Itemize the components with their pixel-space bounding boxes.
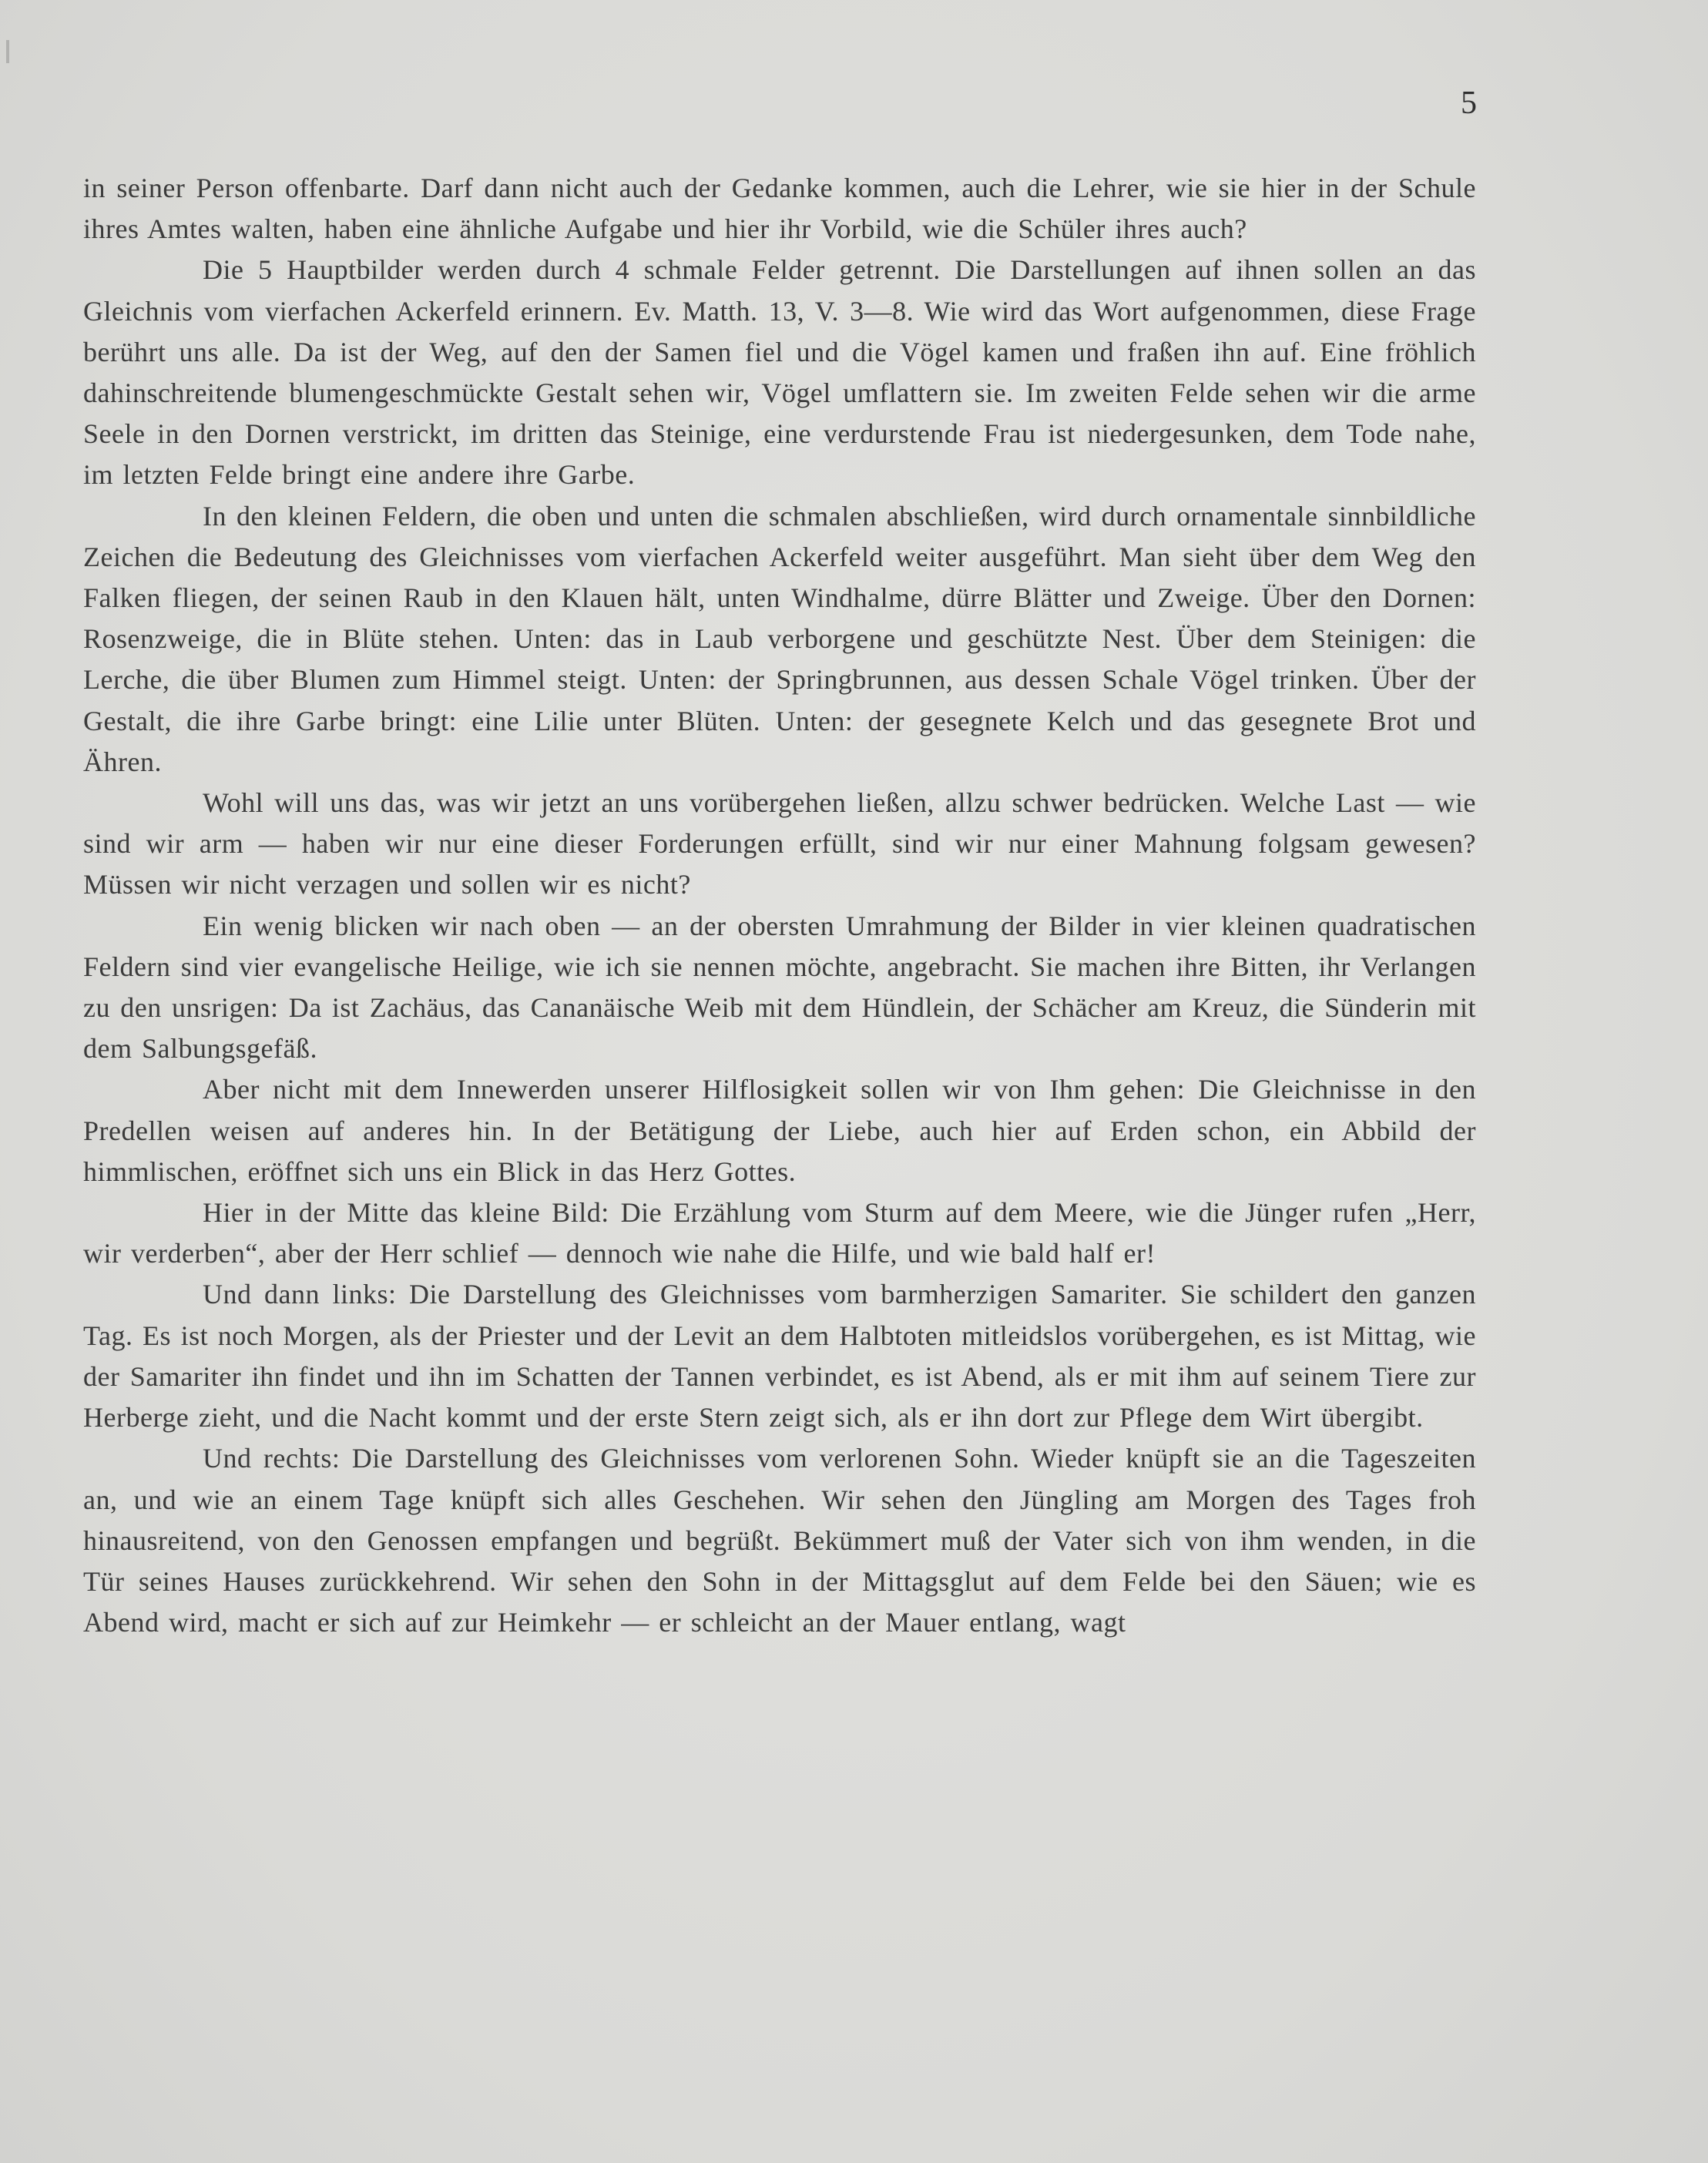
- paragraph-samariter: Und dann links: Die Darstellung des Gleichnisses vom barmherzigen Samariter. Sie schildert den ganzen Tag. Es ist noch Morgen, als der Priester und der Levit an dem Halbtoten mitleidslos vorübergehen, es ist Mittag, wie der Samariter ihn findet und ihn im Schatten der Tannen verbindet, es ist Abend, als er mit ihm auf seinem Tiere zur Herberge zieht, und die Nacht kommt und der erste Stern zeigt sich, als er ihn dort zur Pflege dem Wirt übergibt.: [83, 1279, 1476, 1434]
- paragraph-continuation: in seiner Person offenbarte. Darf dann nicht auch der Gedanke kommen, auch die Lehrer, wie sie hier in der Schule ihres Amtes walten, haben eine ähnliche Aufgabe und hier ihr Vorbild, wie die Schüler ihres auch?: [83, 173, 1476, 245]
- paragraph-predellen: Aber nicht mit dem Innewerden unserer Hilflosigkeit sollen wir von Ihm gehen: Die Gleichnisse in den Predellen weisen auf anderes hin. In der Betätigung der Liebe, auch hier auf Erden schon, ein Abbild der himmlischen, eröffnet sich uns ein Blick in das Herz Gottes.: [83, 1074, 1476, 1187]
- paragraph-heilige: Ein wenig blicken wir nach oben — an der obersten Umrahmung der Bilder in vier kleinen quadratischen Feldern sind vier evangelische Heilige, wie ich sie nennen möchte, angebracht. Sie machen ihre Bitten, ihr Verlangen zu den unsrigen: Da ist Zachäus, das Cananäische Weib mit dem Hündlein, der Schächer am Kreuz, die Sünderin mit dem Salbungsgefäß.: [83, 910, 1476, 1065]
- scan-edge-mark: [6, 40, 9, 63]
- paragraph-sturm: Hier in der Mitte das kleine Bild: Die Erzählung vom Sturm auf dem Meere, wie die Jünger rufen „Herr, wir verderben“, aber der Herr schlief — dennoch wie nahe die Hilfe, und wie bald half er!: [83, 1197, 1476, 1269]
- body-text: [83, 168, 1476, 1643]
- page-number: 5: [1461, 86, 1477, 121]
- paragraph-verlorener-sohn: Und rechts: Die Darstellung des Gleichnisses vom verlorenen Sohn. Wieder knüpft sie an die Tageszeiten an, und wie an einem Tage knüpft sich alles Geschehen. Wir sehen den Jüngling am Morgen des Tages froh hinausreitend, von den Genossen empfangen und begrüßt. Bekümmert muß der Vater sich von ihm wenden, in die Tür seines Hauses zurückkehrend. Wir sehen den Sohn in der Mittagsglut auf dem Felde bei den Säuen; wie es Abend wird, macht er sich auf zur Heimkehr — er schleicht an der Mauer entlang, wagt: [83, 1443, 1476, 1638]
- paragraph-last: Wohl will uns das, was wir jetzt an uns vorübergehen ließen, allzu schwer bedrücken. Welche Last — wie sind wir arm — haben wir nur eine dieser Forderungen erfüllt, sind wir nur einer Mahnung folgsam gewesen? Müssen wir nicht verzagen und sollen wir es nicht?: [83, 787, 1476, 900]
- paragraph-hauptbilder: Die 5 Hauptbilder werden durch 4 schmale Felder getrennt. Die Darstellungen auf ihnen sollen an das Gleichnis vom vierfachen Ackerfeld erinnern. Ev. Matth. 13, V. 3—8. Wie wird das Wort aufgenommen, diese Frage berührt uns alle. Da ist der Weg, auf den der Samen fiel und die Vögel kamen und fraßen ihn auf. Eine fröhlich dahinschreitende blumengeschmückte Gestalt sehen wir, Vögel umflattern sie. Im zweiten Felde sehen wir die arme Seele in den Dornen verstrickt, im dritten das Steinige, eine verdurstende Frau ist niedergesunken, dem Tode nahe, im letzten Felde bringt eine andere ihre Garbe.: [83, 254, 1476, 491]
- paragraph-kleine-felder: In den kleinen Feldern, die oben und unten die schmalen abschließen, wird durch ornamentale sinnbildliche Zeichen die Bedeutung des Gleichnisses vom vierfachen Ackerfeld weiter ausgeführt. Man sieht über dem Weg den Falken fliegen, der seinen Raub in den Klauen hält, unten Windhalme, dürre Blätter und Zweige. Über den Dornen: Rosenzweige, die in Blüte stehen. Unten: das in Laub verborgene und geschützte Nest. Über dem Steinigen: die Lerche, die über Blumen zum Himmel steigt. Unten: der Springbrunnen, aus dessen Schale Vögel trinken. Über der Gestalt, die ihre Garbe bringt: eine Lilie unter Blüten. Unten: der gesegnete Kelch und das gesegnete Brot und Ähren.: [83, 500, 1476, 777]
